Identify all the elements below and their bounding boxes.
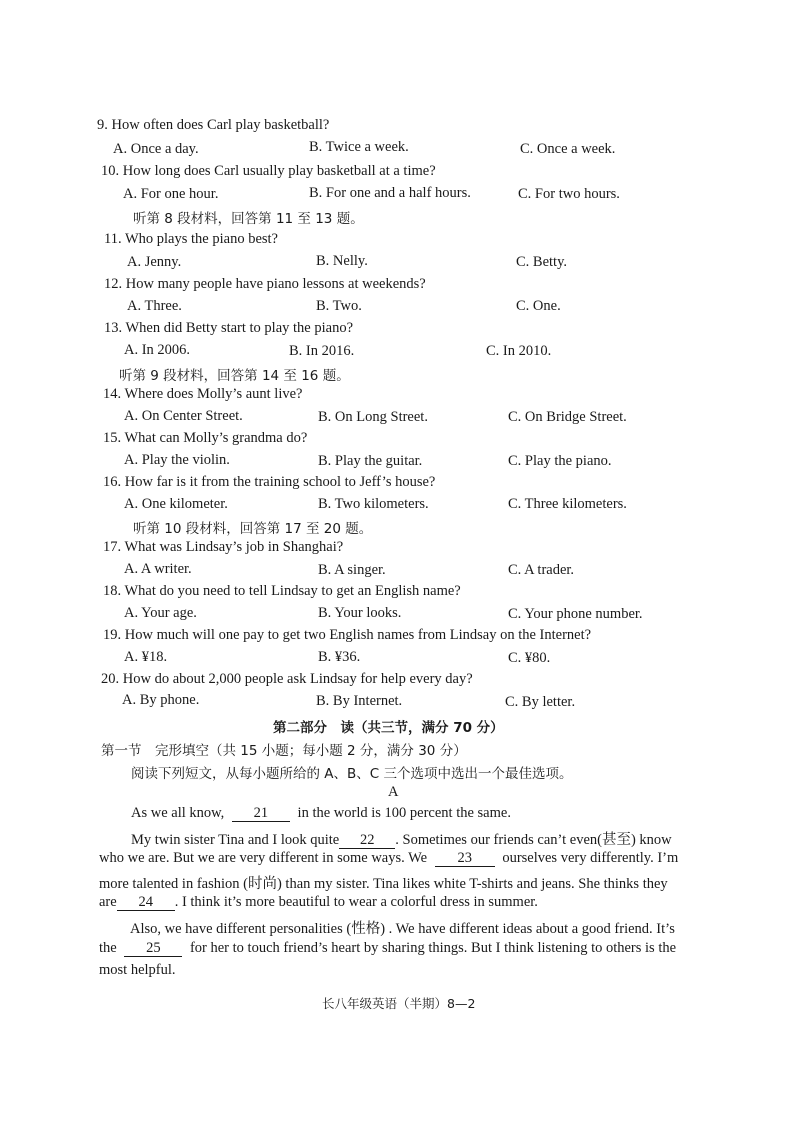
option-c: C. On Bridge Street. <box>508 409 627 425</box>
part-title: 第二部分 读（共三节，满分 70 分） <box>273 720 504 736</box>
question-11 <box>104 231 278 248</box>
question-number: 19. <box>103 627 122 643</box>
passage-text: ourselves very differently. I’m <box>502 850 679 866</box>
blank-21: 21 <box>232 806 290 822</box>
option-a: A. In 2006. <box>124 342 191 358</box>
question-text: Where does Molly’s aunt live? <box>124 386 303 402</box>
option-a: A. By phone. <box>122 692 200 708</box>
option-b: B. Nelly. <box>316 253 368 269</box>
question-number: 16. <box>103 474 122 490</box>
option-b: B. Twice a week. <box>309 139 409 155</box>
directions: 阅读下列短文，从每小题所给的 A、B、C 三个选项中选出一个最佳选项。 <box>131 766 573 782</box>
question-number: 10. <box>101 163 120 179</box>
blank-23: 23 <box>435 851 495 867</box>
option-c: C. ¥80. <box>508 650 551 666</box>
option-c: C. One. <box>516 298 561 314</box>
passage-text: the <box>99 940 117 956</box>
passage-line-5 <box>99 894 538 911</box>
option-b: B. A singer. <box>318 562 386 578</box>
question-text: How much will one pay to get two English names from Lindsay on the Internet? <box>124 627 592 643</box>
passage-text: in the world is 100 percent the same. <box>297 805 511 821</box>
option-a: A. ¥18. <box>124 649 168 665</box>
option-a: A. For one hour. <box>123 186 219 202</box>
question-text: What can Molly’s grandma do? <box>124 430 308 446</box>
section-heading: 第一节 完形填空（共 15 小题；每小题 2 分，满分 30 分） <box>101 743 467 759</box>
option-c: C. In 2010. <box>486 343 552 359</box>
question-9 <box>97 117 329 134</box>
question-number: 20. <box>101 671 120 687</box>
option-a: A. Your age. <box>124 605 197 621</box>
question-text: Who plays the piano best? <box>124 231 278 247</box>
passage-text: are <box>99 894 117 910</box>
question-text: How often does Carl play basketball? <box>111 117 330 133</box>
option-a: A. Jenny. <box>127 254 182 270</box>
passage-line-6: Also, we have different personalities (性格) . We have different ideas about a good friend. It’s <box>130 921 675 937</box>
question-19 <box>103 627 591 644</box>
option-b: B. For one and a half hours. <box>309 185 471 201</box>
option-b: B. On Long Street. <box>318 409 428 425</box>
blank-25: 25 <box>124 941 182 957</box>
option-a: A. On Center Street. <box>124 408 243 424</box>
option-c: C. Play the piano. <box>508 453 612 469</box>
question-number: 14. <box>103 386 122 402</box>
question-number: 18. <box>103 583 122 599</box>
option-b: B. ¥36. <box>318 649 361 665</box>
question-text: What do you need to tell Lindsay to get an English name? <box>124 583 461 599</box>
option-c: C. A trader. <box>508 562 575 578</box>
question-18 <box>103 583 461 600</box>
passage-line-3 <box>99 850 678 867</box>
option-c: C. Betty. <box>516 254 568 270</box>
passage-text: My twin sister Tina and I look quite <box>131 832 340 848</box>
passage-label: A <box>388 784 399 800</box>
passage-text: who we are. But we are very different in some ways. We <box>99 850 428 866</box>
passage-text: for her to touch friend’s heart by sharing things. But I think listening to others is the <box>189 940 677 956</box>
question-number: 17. <box>103 539 122 555</box>
option-c: C. Once a week. <box>520 141 616 157</box>
passage-text: . Sometimes our friends can’t even(甚至) know <box>395 832 672 848</box>
listening-instruction: 听第 9 段材料，回答第 14 至 16 题。 <box>119 368 350 384</box>
option-c: C. Three kilometers. <box>508 496 627 512</box>
question-14 <box>103 386 302 403</box>
question-text: How do about 2,000 people ask Lindsay for help every day? <box>122 671 473 687</box>
passage-line-8: most helpful. <box>99 962 176 978</box>
question-text: How far is it from the training school to Jeff’s house? <box>124 474 436 490</box>
question-number: 9. <box>97 117 108 133</box>
blank-22: 22 <box>339 833 395 849</box>
question-17 <box>103 539 343 556</box>
passage-text: As we all know, <box>131 805 225 821</box>
option-a: A. Play the violin. <box>124 452 230 468</box>
question-text: When did Betty start to play the piano? <box>125 320 354 336</box>
option-c: C. For two hours. <box>518 186 620 202</box>
option-c: C. By letter. <box>505 694 576 710</box>
question-16 <box>103 474 435 491</box>
passage-line-7 <box>99 940 676 957</box>
option-c: C. Your phone number. <box>508 606 643 622</box>
passage-line-1 <box>131 805 511 822</box>
passage-text: . I think it’s more beautiful to wear a colorful dress in summer. <box>174 894 538 910</box>
question-20 <box>101 671 473 688</box>
option-b: B. Play the guitar. <box>318 453 423 469</box>
option-b: B. Two kilometers. <box>318 496 429 512</box>
passage-line-4: more talented in fashion (时尚) than my sister. Tina likes white T-shirts and jeans. She thinks they <box>99 876 668 892</box>
question-text: How many people have piano lessons at weekends? <box>125 276 426 292</box>
option-a: A. One kilometer. <box>124 496 228 512</box>
page-footer: 长八年级英语（半期）8—2 <box>322 996 476 1011</box>
question-text: How long does Carl usually play basketball at a time? <box>122 163 436 179</box>
question-15 <box>103 430 307 447</box>
option-a: A. A writer. <box>124 561 192 577</box>
question-10 <box>101 163 436 180</box>
passage-line-2 <box>131 828 672 849</box>
question-text: What was Lindsay’s job in Shanghai? <box>124 539 344 555</box>
listening-instruction: 听第 8 段材料，回答第 11 至 13 题。 <box>133 211 364 227</box>
question-13 <box>104 320 353 337</box>
listening-instruction: 听第 10 段材料，回答第 17 至 20 题。 <box>133 521 373 537</box>
option-b: B. Two. <box>316 298 362 314</box>
question-number: 11. <box>104 231 122 247</box>
question-number: 12. <box>104 276 123 292</box>
option-b: B. By Internet. <box>316 693 403 709</box>
blank-24: 24 <box>117 895 175 911</box>
question-number: 13. <box>104 320 123 336</box>
option-a: A. Three. <box>127 298 182 314</box>
option-b: B. In 2016. <box>289 343 355 359</box>
option-b: B. Your looks. <box>318 605 402 621</box>
option-a: A. Once a day. <box>113 141 199 157</box>
question-number: 15. <box>103 430 122 446</box>
question-12 <box>104 276 426 293</box>
